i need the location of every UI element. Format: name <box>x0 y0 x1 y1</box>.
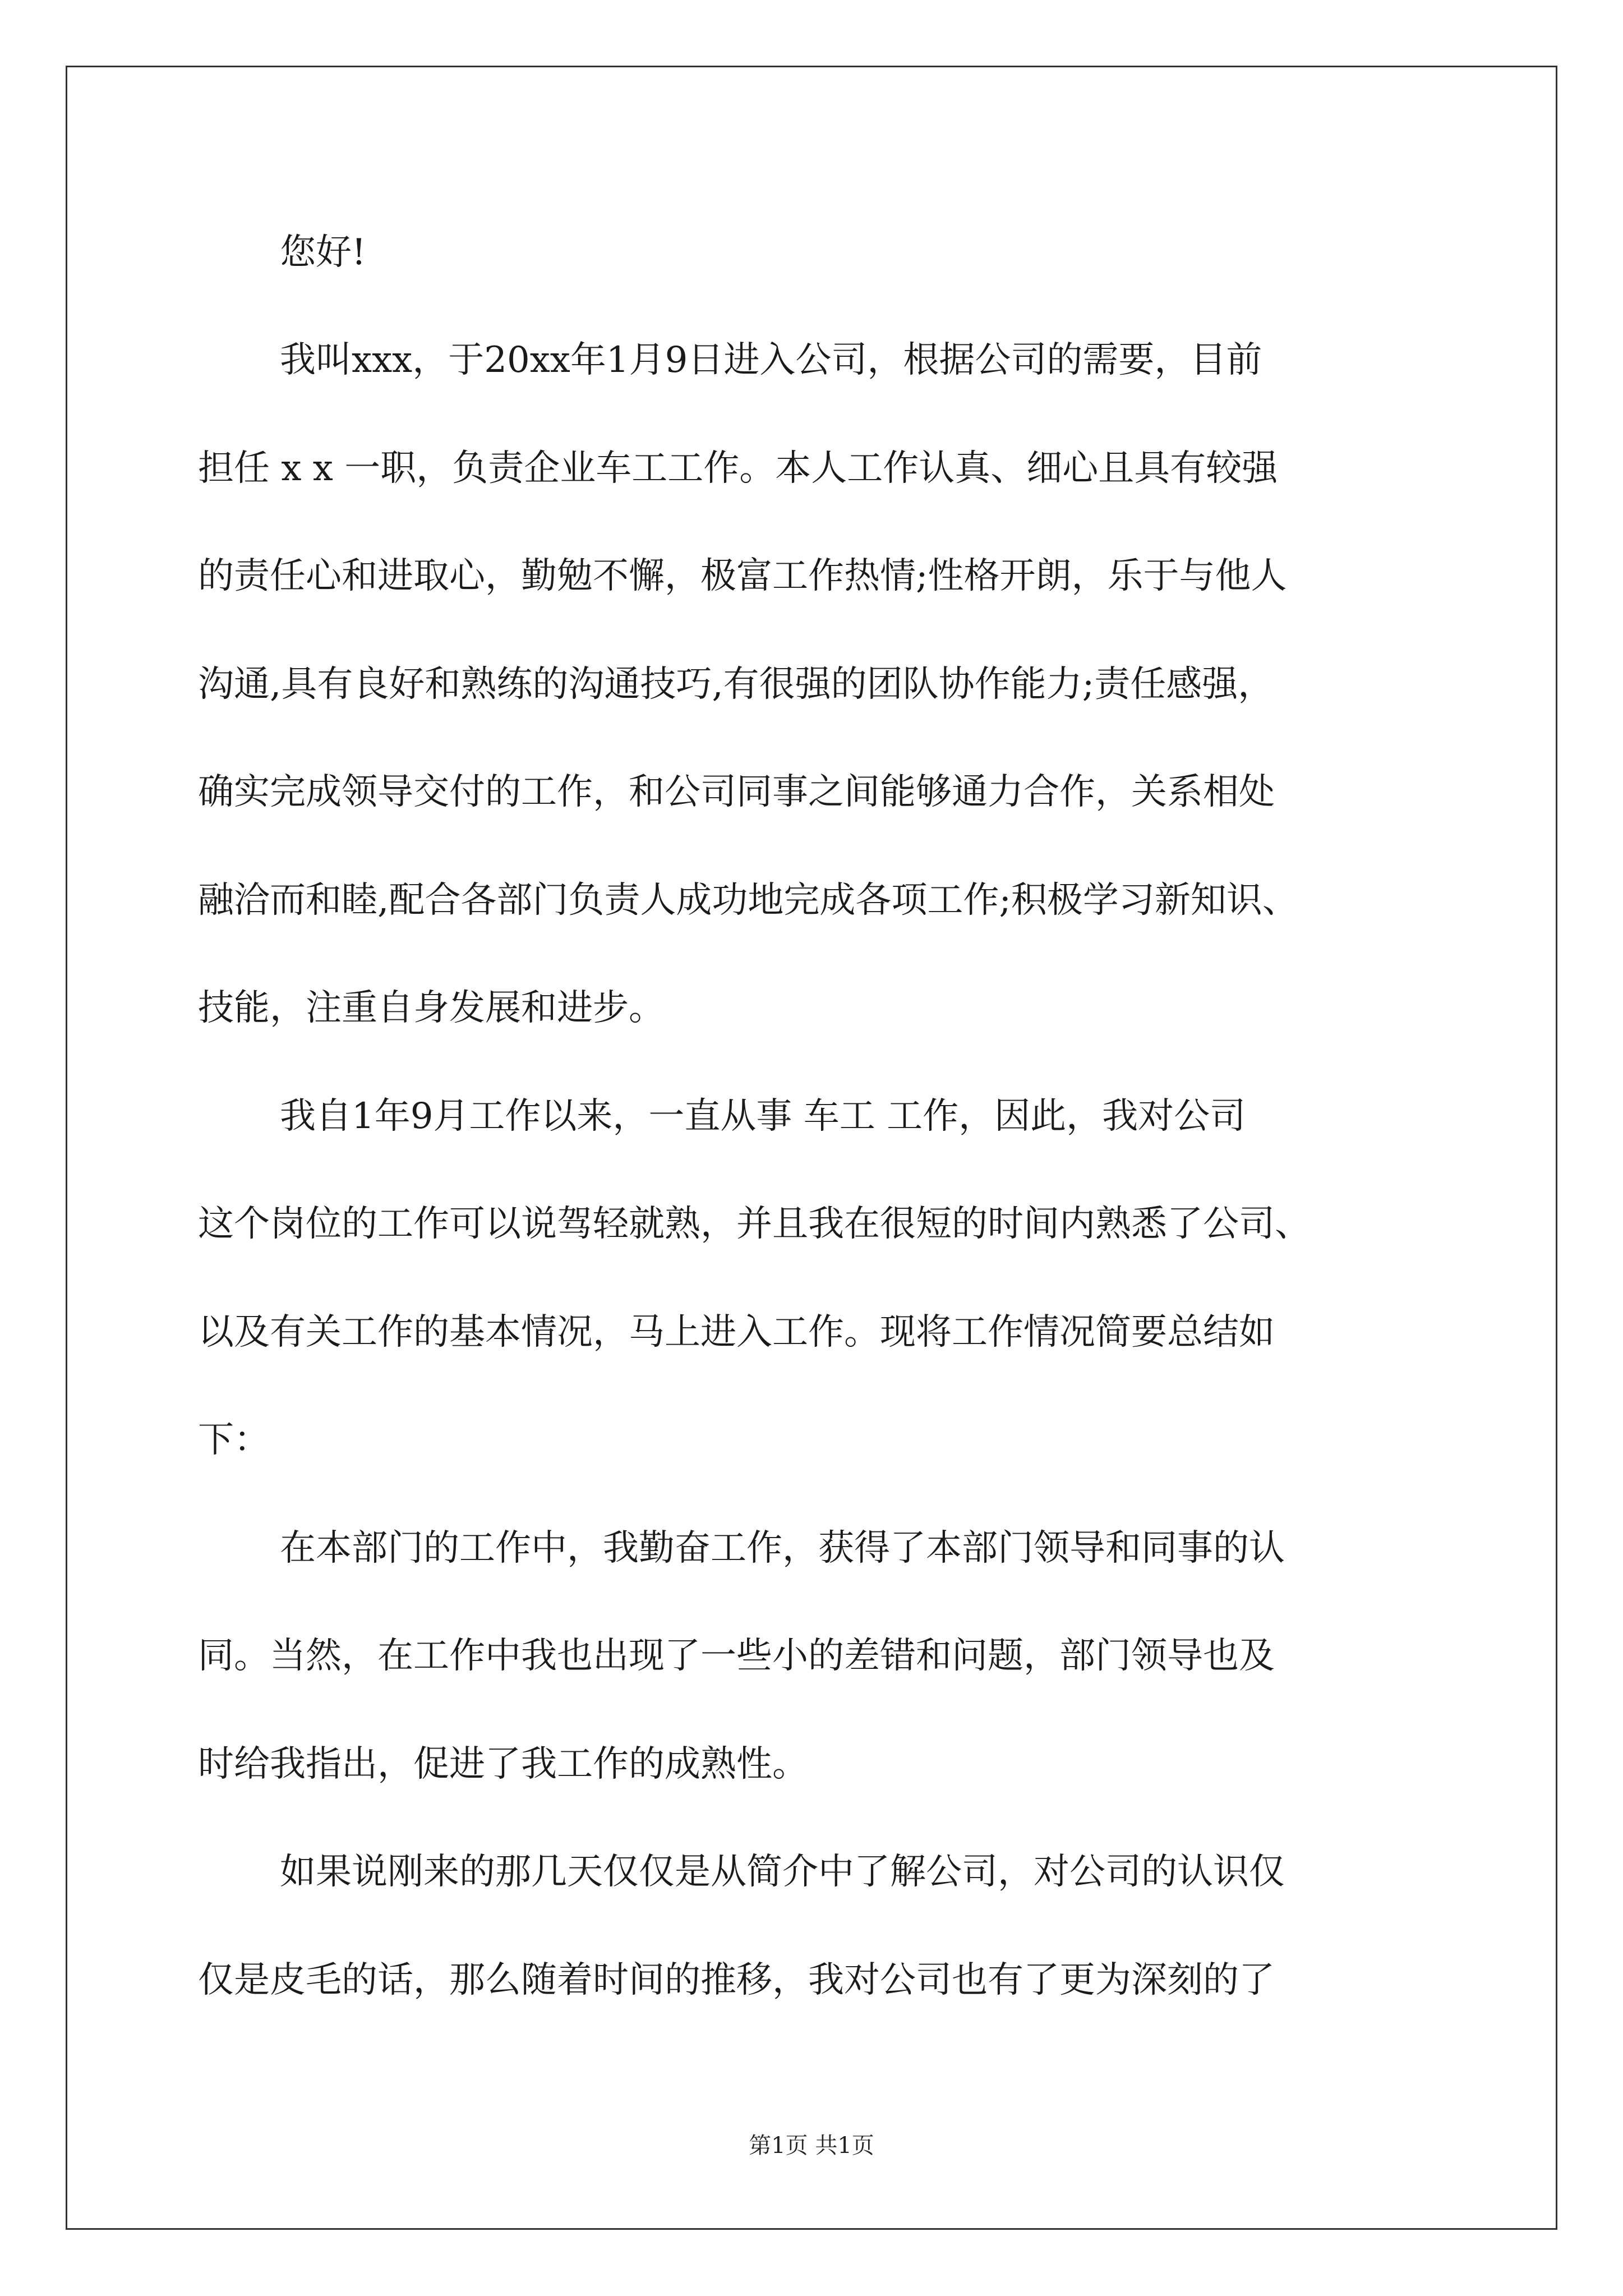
paragraph-1-line-1: 我叫xxx，于20xx年1月9日进入公司，根据公司的需要，目前 <box>280 339 1262 381</box>
paragraph-2-line-1: 我自1年9月工作以来，一直从事 车工 工作，因此，我对公司 <box>280 1096 1246 1137</box>
paragraph-1-line-7: 技能，注重自身发展和进步。 <box>198 987 665 1029</box>
paragraph-3-line-1: 在本部门的工作中，我勤奋工作，获得了本部门领导和同事的认 <box>280 1527 1285 1569</box>
paragraph-2-line-2: 这个岗位的工作可以说驾轻就熟，并且我在很短的时间内熟悉了公司、 <box>198 1203 1311 1245</box>
paragraph-1-line-4: 沟通,具有良好和熟练的沟通技巧,有很强的团队协作能力;责任感强， <box>198 664 1274 705</box>
paragraph-3-line-2: 同。当然，在工作中我也出现了一些小的差错和问题，部门领导也及 <box>198 1635 1275 1677</box>
paragraph-1-line-5: 确实完成领导交付的工作，和公司同事之间能够通力合作，关系相处 <box>198 771 1275 813</box>
paragraph-1-line-3: 的责任心和进取心，勤勉不懈，极富工作热情;性格开朗，乐于与他人 <box>198 555 1287 597</box>
paragraph-3-line-3: 时给我指出，促进了我工作的成熟性。 <box>198 1743 808 1785</box>
paragraph-4-line-2: 仅是皮毛的话，那么随着时间的推移，我对公司也有了更为深刻的了 <box>198 1959 1275 2001</box>
page-frame <box>66 66 1557 2230</box>
paragraph-4-line-1: 如果说刚来的那几天仅仅是从简介中了解公司，对公司的认识仅 <box>280 1851 1285 1893</box>
paragraph-1-line-2: 担任 x x 一职，负责企业车工工作。本人工作认真、细心且具有较强 <box>198 448 1278 489</box>
paragraph-1-line-6: 融洽而和睦,配合各部门负责人成功地完成各项工作;积极学习新知识、 <box>198 880 1298 921</box>
paragraph-2-line-3: 以及有关工作的基本情况，马上进入工作。现将工作情况简要总结如 <box>198 1312 1275 1353</box>
paragraph-2-line-4: 下： <box>198 1419 270 1461</box>
greeting-line: 您好! <box>280 232 366 273</box>
page-number-footer: 第1页 共1页 <box>749 2133 874 2159</box>
